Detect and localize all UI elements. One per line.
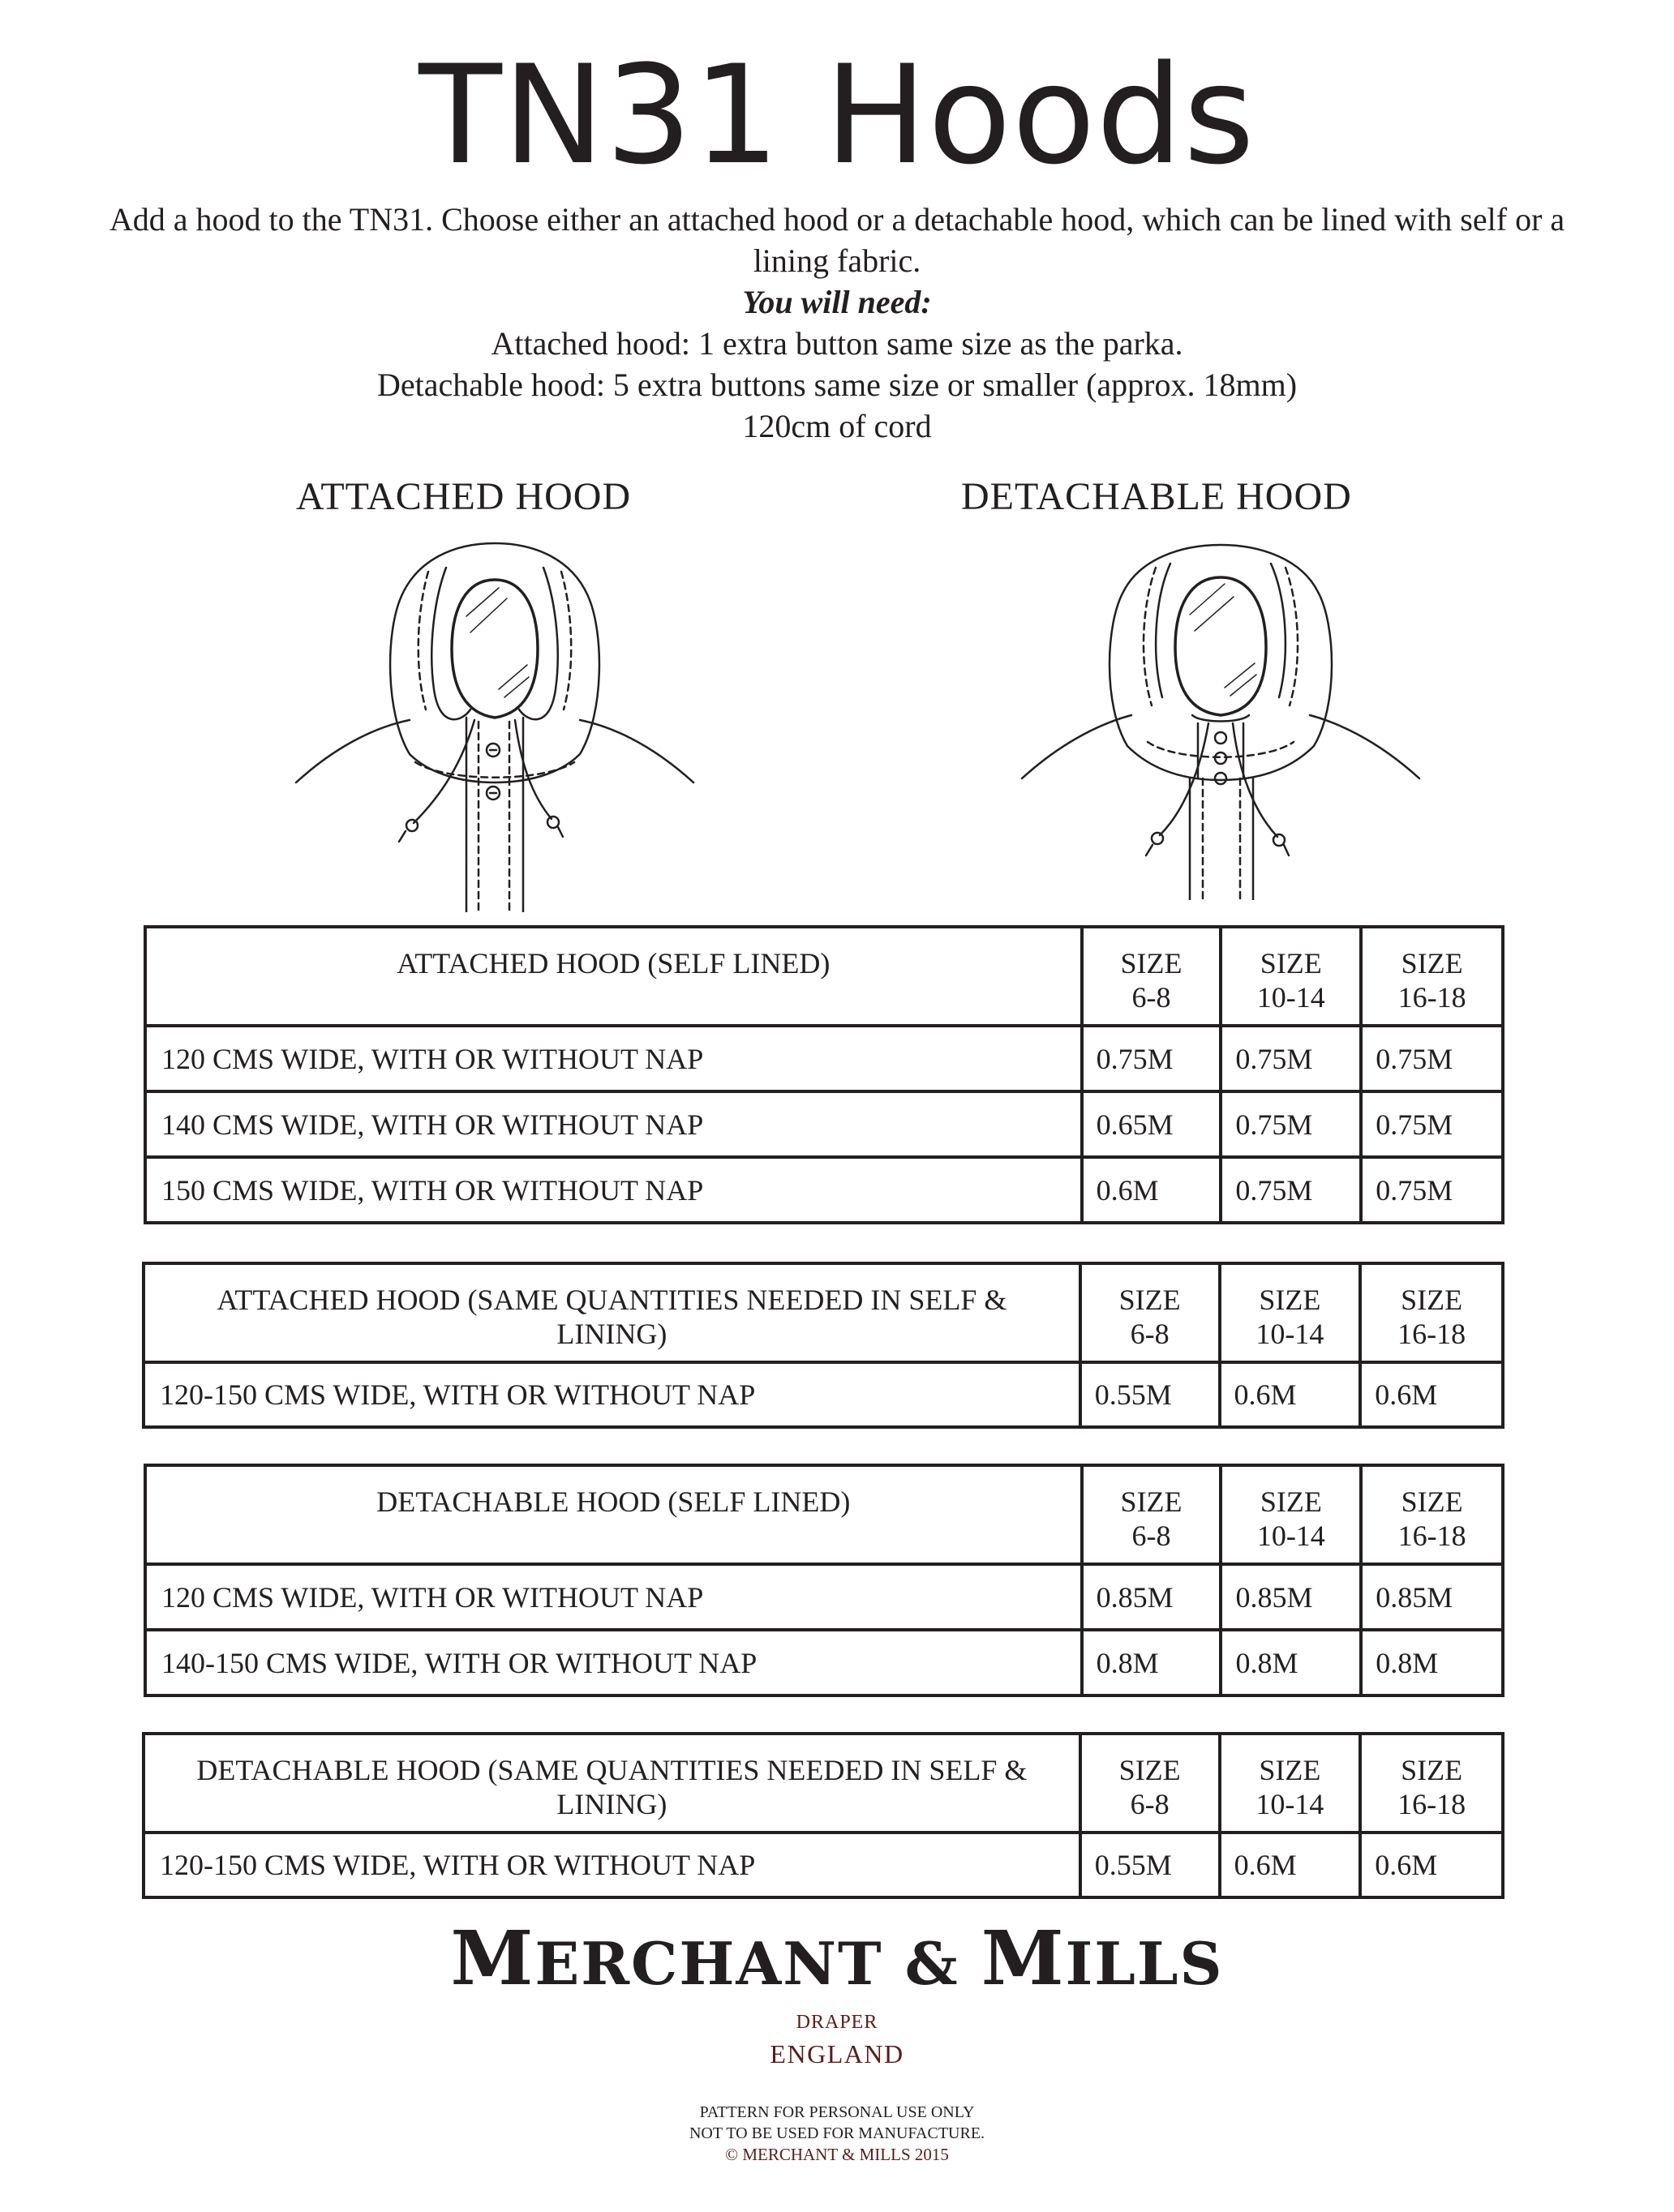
- size-header: SIZE 6-8: [1080, 1734, 1220, 1833]
- you-will-need-label: You will need:: [742, 284, 932, 320]
- attached-hood-self-lined-table: [144, 925, 1504, 1224]
- table-heading: DETACHABLE HOOD (SAME QUANTITIES NEEDED IN SELF & LINING): [144, 1734, 1080, 1833]
- size-header: SIZE 16-18: [1360, 1263, 1503, 1362]
- intro-description: Add a hood to the TN31. Choose either an attached hood or a detachable hood, which can be lined with self or a lining fabric.: [109, 201, 1565, 279]
- copyright: © MERCHANT & MILLS 2015: [725, 2145, 949, 2164]
- england-label: ENGLAND: [770, 2039, 904, 2068]
- footer-line: PATTERN FOR PERSONAL USE ONLY: [699, 2103, 975, 2121]
- size-header: SIZE 10-14: [1221, 1465, 1361, 1564]
- size-header: SIZE 10-14: [1221, 927, 1361, 1026]
- need-item: Attached hood: 1 extra button same size as the parka.: [491, 325, 1183, 362]
- table-row: 120-150 CMS WIDE, WITH OR WITHOUT NAP 0.55M 0.6M 0.6M: [144, 1362, 1503, 1427]
- detachable-hood-self-and-lining-table: [142, 1732, 1504, 1899]
- footer-notice: [0, 2102, 1674, 2165]
- attached-hood-illustration: [292, 535, 698, 912]
- table-row: 140-150 CMS WIDE, WITH OR WITHOUT NAP 0.8M 0.8M 0.8M: [145, 1630, 1503, 1695]
- need-item: Detachable hood: 5 extra buttons same size or smaller (approx. 18mm): [376, 367, 1298, 403]
- size-header: SIZE 16-18: [1360, 1734, 1503, 1833]
- table-row: 120-150 CMS WIDE, WITH OR WITHOUT NAP 0.55M 0.6M 0.6M: [144, 1833, 1503, 1897]
- table-row: 150 CMS WIDE, WITH OR WITHOUT NAP 0.6M 0.75M 0.75M: [145, 1157, 1503, 1223]
- intro-text: [81, 199, 1593, 447]
- table-heading: DETACHABLE HOOD (SELF LINED): [145, 1465, 1082, 1564]
- attached-hood-self-and-lining-table: [142, 1262, 1504, 1429]
- table-row: 140 CMS WIDE, WITH OR WITHOUT NAP 0.65M 0.75M 0.75M: [145, 1091, 1503, 1157]
- detachable-hood-label: DETACHABLE HOOD: [961, 475, 1352, 518]
- draper-label: DRAPER: [796, 2012, 878, 2033]
- table-row: 120 CMS WIDE, WITH OR WITHOUT NAP 0.75M 0.75M 0.75M: [145, 1026, 1503, 1091]
- footer-line: NOT TO BE USED FOR MANUFACTURE.: [689, 2124, 985, 2142]
- size-header: SIZE 6-8: [1080, 1263, 1220, 1362]
- size-header: SIZE 6-8: [1082, 927, 1221, 1026]
- detachable-hood-self-lined-table: [144, 1464, 1504, 1697]
- size-header: SIZE 6-8: [1082, 1465, 1221, 1564]
- attached-hood-label: ATTACHED HOOD: [296, 475, 632, 518]
- size-header: SIZE 16-18: [1361, 1465, 1503, 1564]
- size-header: SIZE 10-14: [1220, 1263, 1361, 1362]
- size-header: SIZE 16-18: [1361, 927, 1503, 1026]
- table-row: 120 CMS WIDE, WITH OR WITHOUT NAP 0.85M 0.85M 0.85M: [145, 1564, 1503, 1630]
- page-title: TN31 Hoods: [418, 36, 1256, 195]
- merchant-and-mills-logo: MERCHANT & MILLS: [450, 1914, 1224, 2002]
- detachable-hood-illustration: [1018, 535, 1423, 900]
- need-item: 120cm of cord: [742, 408, 932, 444]
- table-heading: ATTACHED HOOD (SAME QUANTITIES NEEDED IN SELF & LINING): [144, 1263, 1080, 1362]
- size-header: SIZE 10-14: [1220, 1734, 1361, 1833]
- table-heading: ATTACHED HOOD (SELF LINED): [145, 927, 1082, 1026]
